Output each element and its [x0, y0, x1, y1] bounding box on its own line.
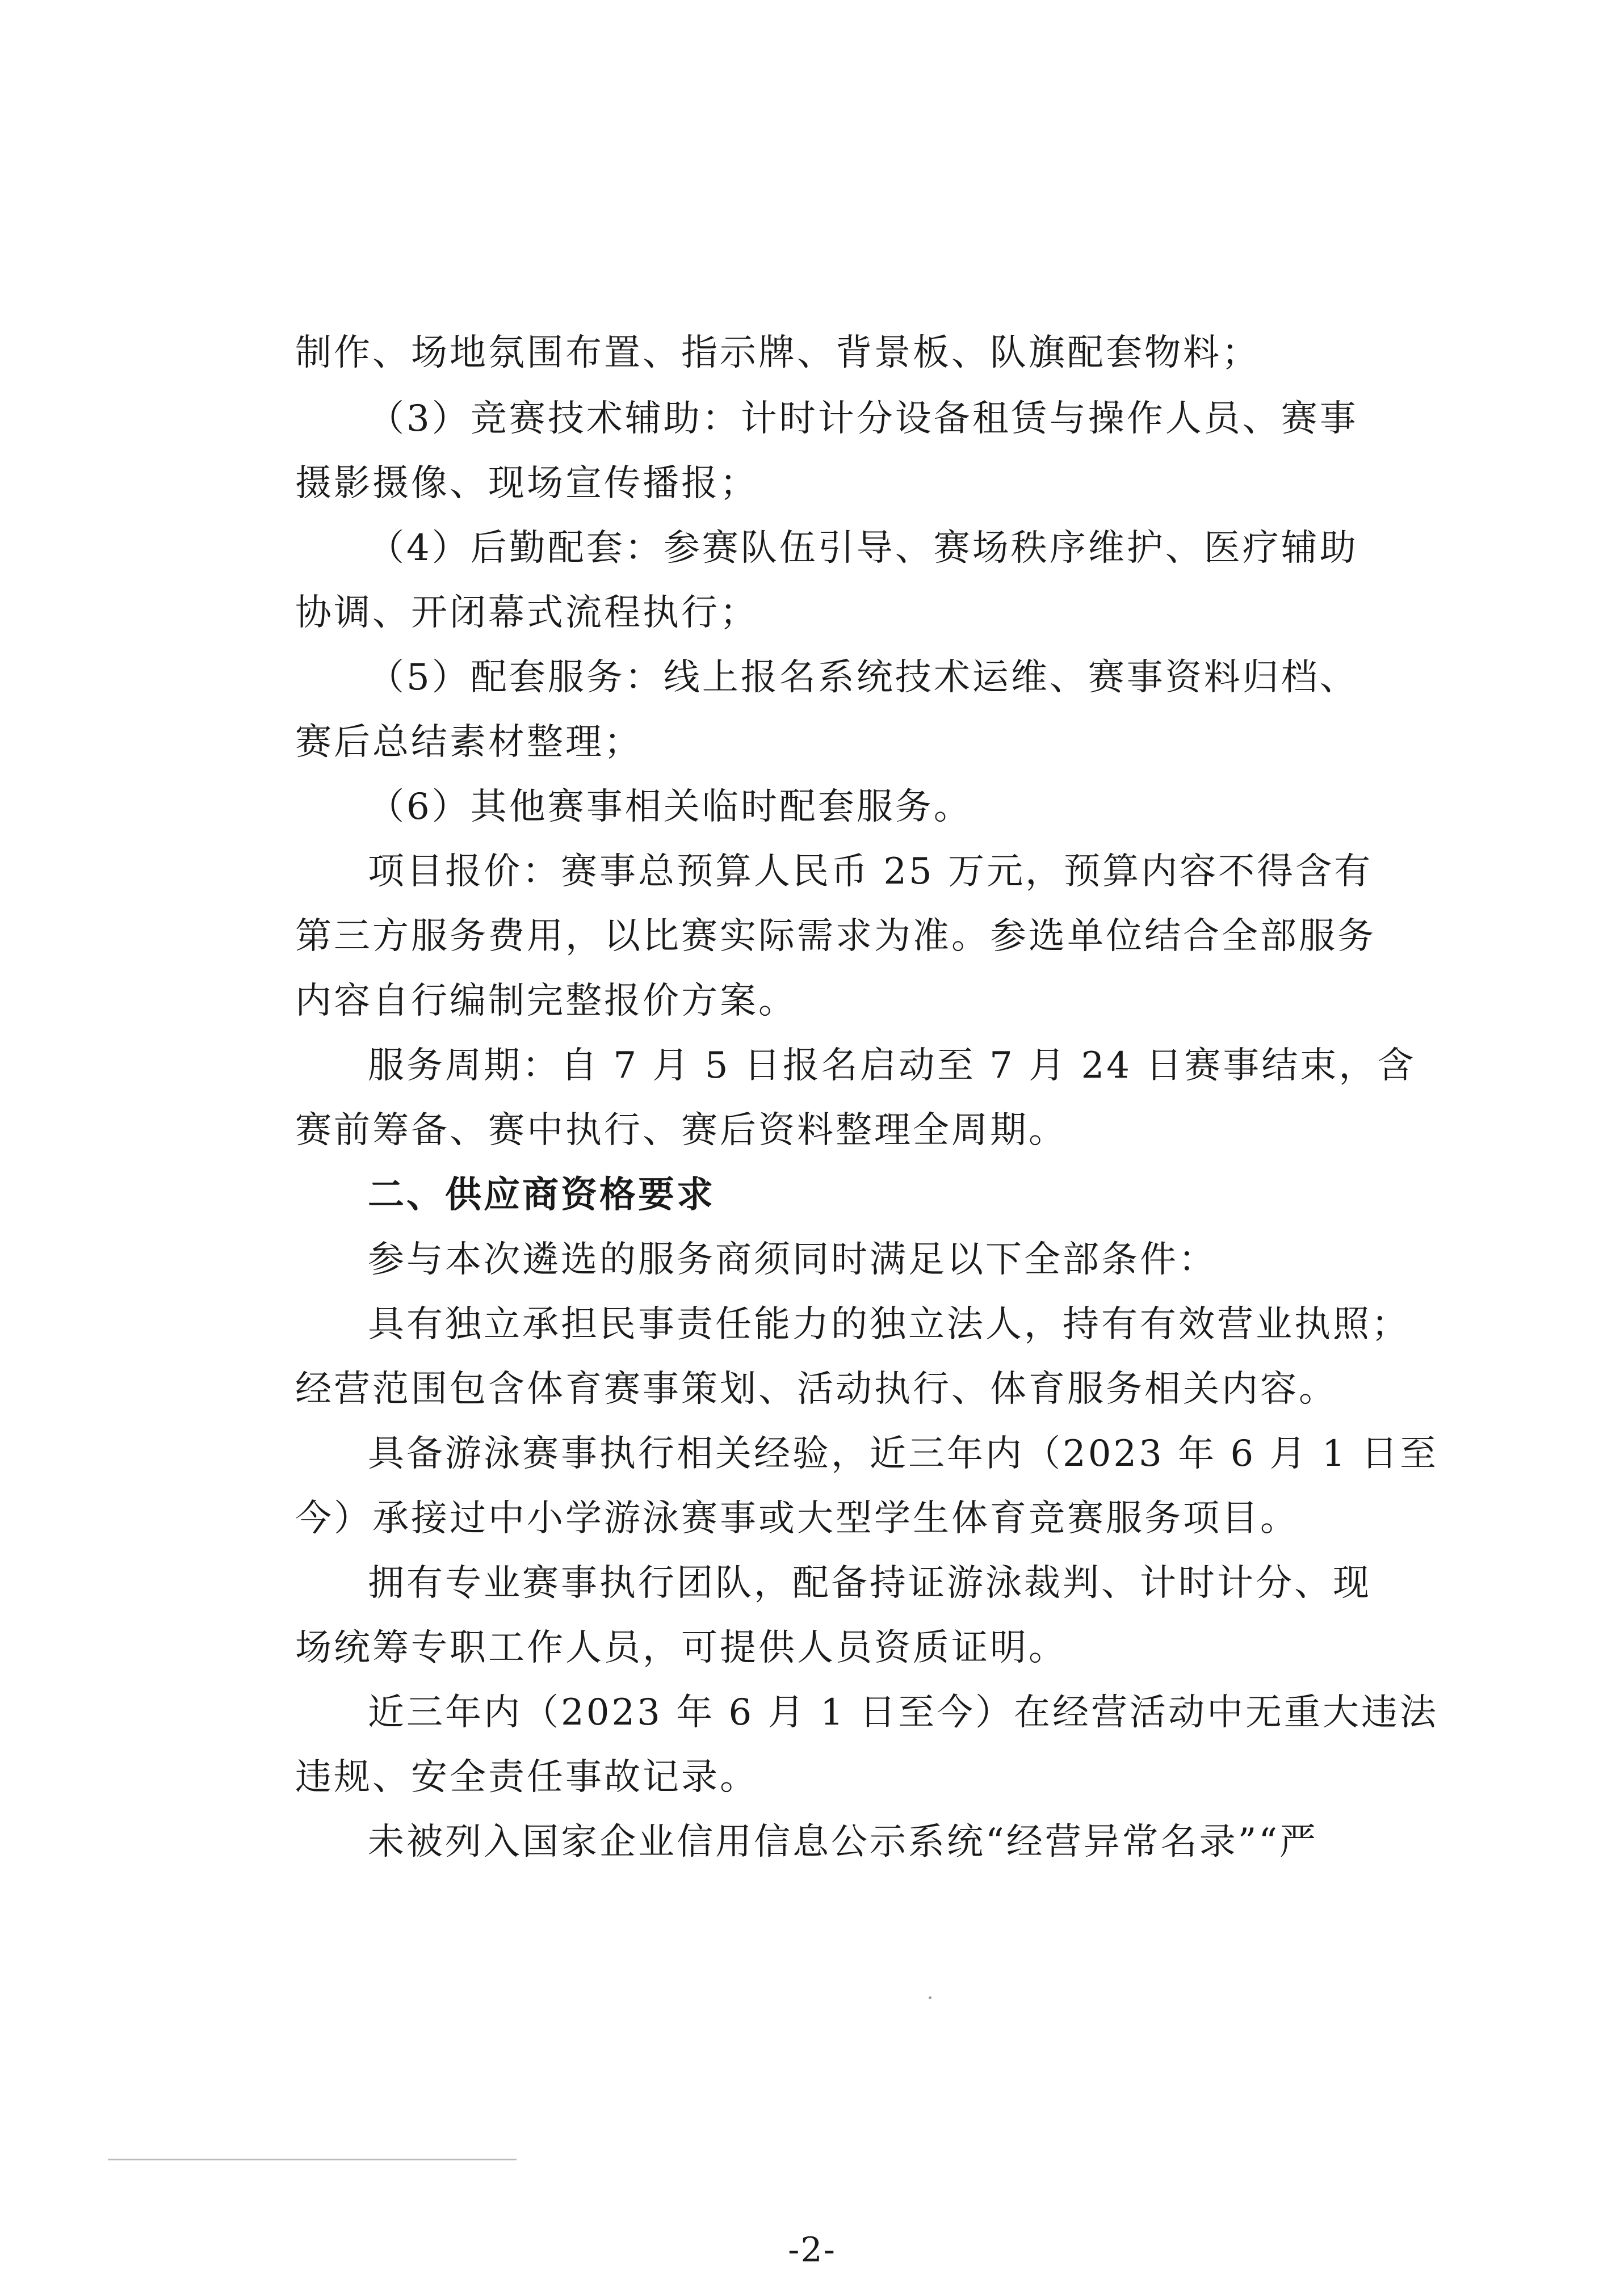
- text-line: （5）配套服务：线上报名系统技术运维、赛事资料归档、: [368, 657, 1358, 699]
- text-line: （6）其他赛事相关临时配套服务。: [368, 786, 972, 828]
- text-line: 内容自行编制完整报价方案。: [295, 980, 797, 1022]
- text-line: 违规、安全责任事故记录。: [295, 1756, 758, 1798]
- page-number: -2-: [788, 2230, 836, 2270]
- text-line: 经营范围包含体育赛事策划、活动执行、体育服务相关内容。: [295, 1368, 1337, 1410]
- text-line: 摄影摄像、现场宣传播报；: [295, 462, 758, 504]
- section-heading: 二、供应商资格要求: [368, 1174, 715, 1216]
- text-line: 赛前筹备、赛中执行、赛后资料整理全周期。: [295, 1109, 1067, 1151]
- text-line: 近三年内（2023 年 6 月 1 日至今）在经营活动中无重大违法: [368, 1692, 1439, 1734]
- text-line: （3）竞赛技术辅助：计时计分设备租赁与操作人员、赛事: [368, 398, 1358, 440]
- text-line: 今）承接过中小学游泳赛事或大型学生体育竞赛服务项目。: [295, 1498, 1299, 1540]
- text-line: 未被列入国家企业信用信息公示系统“经营异常名录”“严: [368, 1821, 1319, 1863]
- footnote-rule: [108, 2159, 517, 2160]
- text-line: 制作、场地氛围布置、指示牌、背景板、队旗配套物料；: [295, 332, 1260, 374]
- text-line: 服务周期：自 7 月 5 日报名启动至 7 月 24 日赛事结束，含: [368, 1045, 1416, 1087]
- scan-speck: [929, 1996, 931, 1999]
- text-line: （4）后勤配套：参赛队伍引导、赛场秩序维护、医疗辅助: [368, 527, 1358, 569]
- text-line: 项目报价：赛事总预算人民币 25 万元，预算内容不得含有: [368, 851, 1373, 893]
- text-line: 拥有专业赛事执行团队，配备持证游泳裁判、计时计分、现: [368, 1562, 1371, 1604]
- text-line: 场统筹专职工作人员，可提供人员资质证明。: [295, 1627, 1067, 1669]
- text-line: 第三方服务费用，以比赛实际需求为准。参选单位结合全部服务: [295, 915, 1376, 957]
- text-line: 赛后总结素材整理；: [295, 721, 643, 763]
- text-line: 协调、开闭幕式流程执行；: [295, 592, 758, 634]
- text-line: 具有独立承担民事责任能力的独立法人，持有有效营业执照；: [368, 1303, 1410, 1345]
- text-line: 参与本次遴选的服务商须同时满足以下全部条件：: [368, 1239, 1217, 1281]
- text-line: 具备游泳赛事执行相关经验，近三年内（2023 年 6 月 1 日至: [368, 1433, 1439, 1475]
